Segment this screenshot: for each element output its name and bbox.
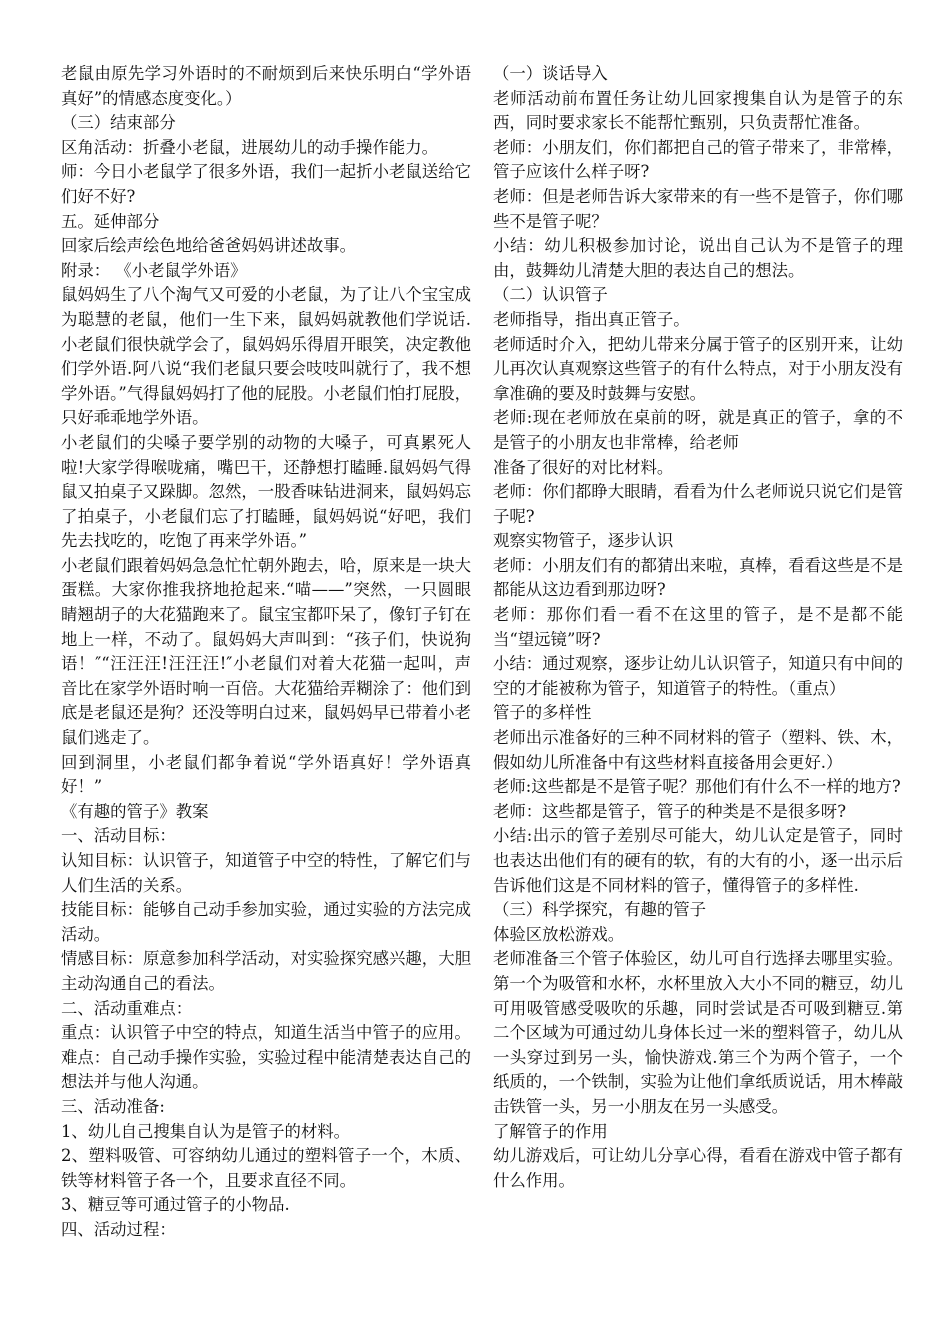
paragraph: 管子的多样性 (493, 703, 592, 723)
paragraph: 老师:现在老师放在桌前的呀，就是真正的管子，拿的不是管子的小朋友也非常棒，给老师 (493, 408, 903, 452)
paragraph: 三、活动准备: (61, 1096, 165, 1116)
paragraph: 师：今日小老鼠学了很多外语，我们一起折小老鼠送给它们好不好? (61, 162, 471, 206)
paragraph: 二、活动重难点： (61, 998, 193, 1018)
paragraph: 五。延伸部分 (61, 211, 160, 231)
paragraph: 老师出示准备好的三种不同材料的管子（塑料、铁、木，假如幼儿所准备中有这些材料直接备用会更好.） (493, 728, 903, 772)
paragraph: 回家后绘声绘色地给爸爸妈妈讲述故事。 (61, 236, 357, 256)
paragraph: （二）认识管子 (493, 285, 608, 305)
paragraph: 观察实物管子，逐步认识 (493, 531, 674, 551)
paragraph: 附录： 《小老鼠学外语》 (61, 260, 247, 280)
paragraph: 一、活动目标： (61, 826, 176, 846)
paragraph: 认知目标：认识管子，知道管子中空的特性，了解它们与人们生活的关系。 (61, 851, 471, 895)
paragraph: 鼠妈妈生了八个淘气又可爱的小老鼠，为了让八个宝宝成为聪慧的老鼠，他们一生下来，鼠妈妈就教他们学说话.小老鼠们很快就学会了，鼠妈妈乐得眉开眼笑，决定教他们学外语.阿八说“我们老鼠只要会吱吱叫就行了，我不想学外语。”气得鼠妈妈打了他的屁股。小老鼠们怕打屁股，只好乖乖地学外语。 (61, 285, 471, 428)
paragraph: 老师：你们都睁大眼睛，看看为什么老师说只说它们是管子呢? (493, 482, 903, 526)
left-column (61, 62, 471, 1243)
paragraph: 了解管子的作用 (493, 1121, 608, 1141)
right-column (493, 62, 903, 1193)
paragraph: 老师适时介入，把幼儿带来分属于管子的区别开来，让幼儿再次认真观察这些管子的有什么特点，对于小朋友没有拿准确的要及时鼓舞与安慰。 (493, 334, 903, 403)
paragraph: 情感目标：原意参加科学活动，对实验探究感兴趣，大胆主动沟通自己的看法。 (61, 949, 471, 993)
paragraph: 小老鼠们跟着妈妈急急忙忙朝外跑去，哈，原来是一块大蛋糕。大家你推我挤地抢起来.“喵——”突然，一只圆眼睛翘胡子的大花猫跑来了。鼠宝宝都吓呆了，像钉子钉在地上一样，不动了。鼠妈妈大声叫到：“孩子们，快说狗语！″“汪汪汪!汪汪汪!″小老鼠们对着大花猫一起叫，声音比在家学外语时响一百倍。大花猫给弄糊涂了：他们到底是老鼠还是狗？还没等明白过来，鼠妈妈早已带着小老鼠们逃走了。 (61, 555, 471, 748)
paragraph: 老师准备三个管子体验区，幼儿可自行选择去哪里实验。第一个为吸管和水杯，水杯里放入大小不同的糖豆，幼儿可用吸管感受吸吹的乐趣，同时尝试是否可吸到糖豆.第二个区域为可通过幼儿身体长过一米的塑料管子，幼儿从一头穿过到另一头，愉快游戏.第三个为两个管子，一个纸质的，一个铁制，实验为让他们拿纸质说话，用木棒敲击铁管一头，另一小朋友在另一头感受。 (493, 949, 903, 1116)
paragraph: 老师：那你们看一看不在这里的管子，是不是都不能当“望远镜”呀? (493, 605, 903, 649)
paragraph: 《有趣的管子》教案 (61, 801, 209, 821)
paragraph: 回到洞里，小老鼠们都争着说“学外语真好！学外语真好！” (61, 752, 471, 797)
paragraph: 小结：幼儿积极参加讨论，说出自己认为不是管子的理由，鼓舞幼儿清楚大胆的表达自己的想法。 (493, 236, 903, 280)
paragraph: 幼儿游戏后，可让幼儿分享心得，看看在游戏中管子都有什么作用。 (493, 1146, 903, 1190)
paragraph: 1、幼儿自己搜集自认为是管子的材料。 (61, 1121, 351, 1141)
paragraph: 老师：小朋友们有的都猜出来啦，真棒，看看这些是不是都能从这边看到那边呀? (493, 555, 903, 600)
paragraph: 小结：通过观察，逐步让幼儿认识管子，知道只有中间的空的才能被称为管子，知道管子的特性。（重点） (493, 654, 903, 698)
paragraph: 老鼠由原先学习外语时的不耐烦到后来快乐明白“学外语真好”的情感态度变化。） (61, 64, 471, 108)
paragraph: （一）谈话导入 (493, 64, 608, 83)
paragraph: 四、活动过程： (61, 1219, 176, 1239)
paragraph: （三）科学探究，有趣的管子 (493, 900, 707, 920)
paragraph: 老师活动前布置任务让幼儿回家搜集自认为是管子的东西，同时要求家长不能帮忙甄别，只负责帮忙准备。 (493, 88, 903, 133)
paragraph: 重点：认识管子中空的特点，知道生活当中管子的应用。 (61, 1023, 471, 1043)
paragraph: 老师：但是老师告诉大家带来的有一些不是管子，你们哪些不是管子呢？ (493, 186, 903, 231)
paragraph: 小结:出示的管子差别尽可能大，幼儿认定是管子，同时也表达出他们有的硬有的软，有的大有的小，逐一出示后告诉他们这是不同材料的管子，懂得管子的多样性. (493, 826, 903, 895)
paragraph: 小老鼠们的尖嗓子要学别的动物的大嗓子，可真累死人啦!大家学得喉咙痛，嘴巴干，还静想打瞌睡.鼠妈妈气得鼠又拍桌子又跺脚。忽然，一股香味钻进洞来，鼠妈妈忘了拍桌子，小老鼠们忘了打瞌睡，鼠妈妈说“好吧，我们先去找吃的，吃饱了再来学外语。” (61, 432, 471, 551)
paragraph: 老师:这些都是不是管子呢？那他们有什么不一样的地方? (493, 777, 901, 797)
paragraph: 老师：这些都是管子，管子的种类是不是很多呀? (493, 801, 846, 821)
paragraph: 区角活动：折叠小老鼠，进展幼儿的动手操作能力。 (61, 137, 438, 157)
paragraph: 体验区放松游戏。 (493, 924, 625, 944)
paragraph: 2、塑料吸管、可容纳幼儿通过的塑料管子一个，木质、铁等材料管子各一个，且要求直径不同。 (61, 1146, 471, 1190)
paragraph: 准备了很好的对比材料。 (493, 457, 674, 477)
paragraph: （三）结束部分 (61, 113, 176, 133)
paragraph: 老师：小朋友们，你们都把自己的管子带来了，非常棒，管子应该什么样子呀? (493, 137, 903, 182)
paragraph: 3、糖豆等可通过管子的小物品. (61, 1195, 290, 1215)
paragraph: 技能目标：能够自己动手参加实验，通过实验的方法完成活动。 (61, 900, 471, 944)
paragraph: 老师指导，指出真正管子。 (493, 309, 690, 329)
paragraph: 难点：自己动手操作实验，实验过程中能清楚表达自己的想法并与他人沟通。 (61, 1047, 471, 1092)
